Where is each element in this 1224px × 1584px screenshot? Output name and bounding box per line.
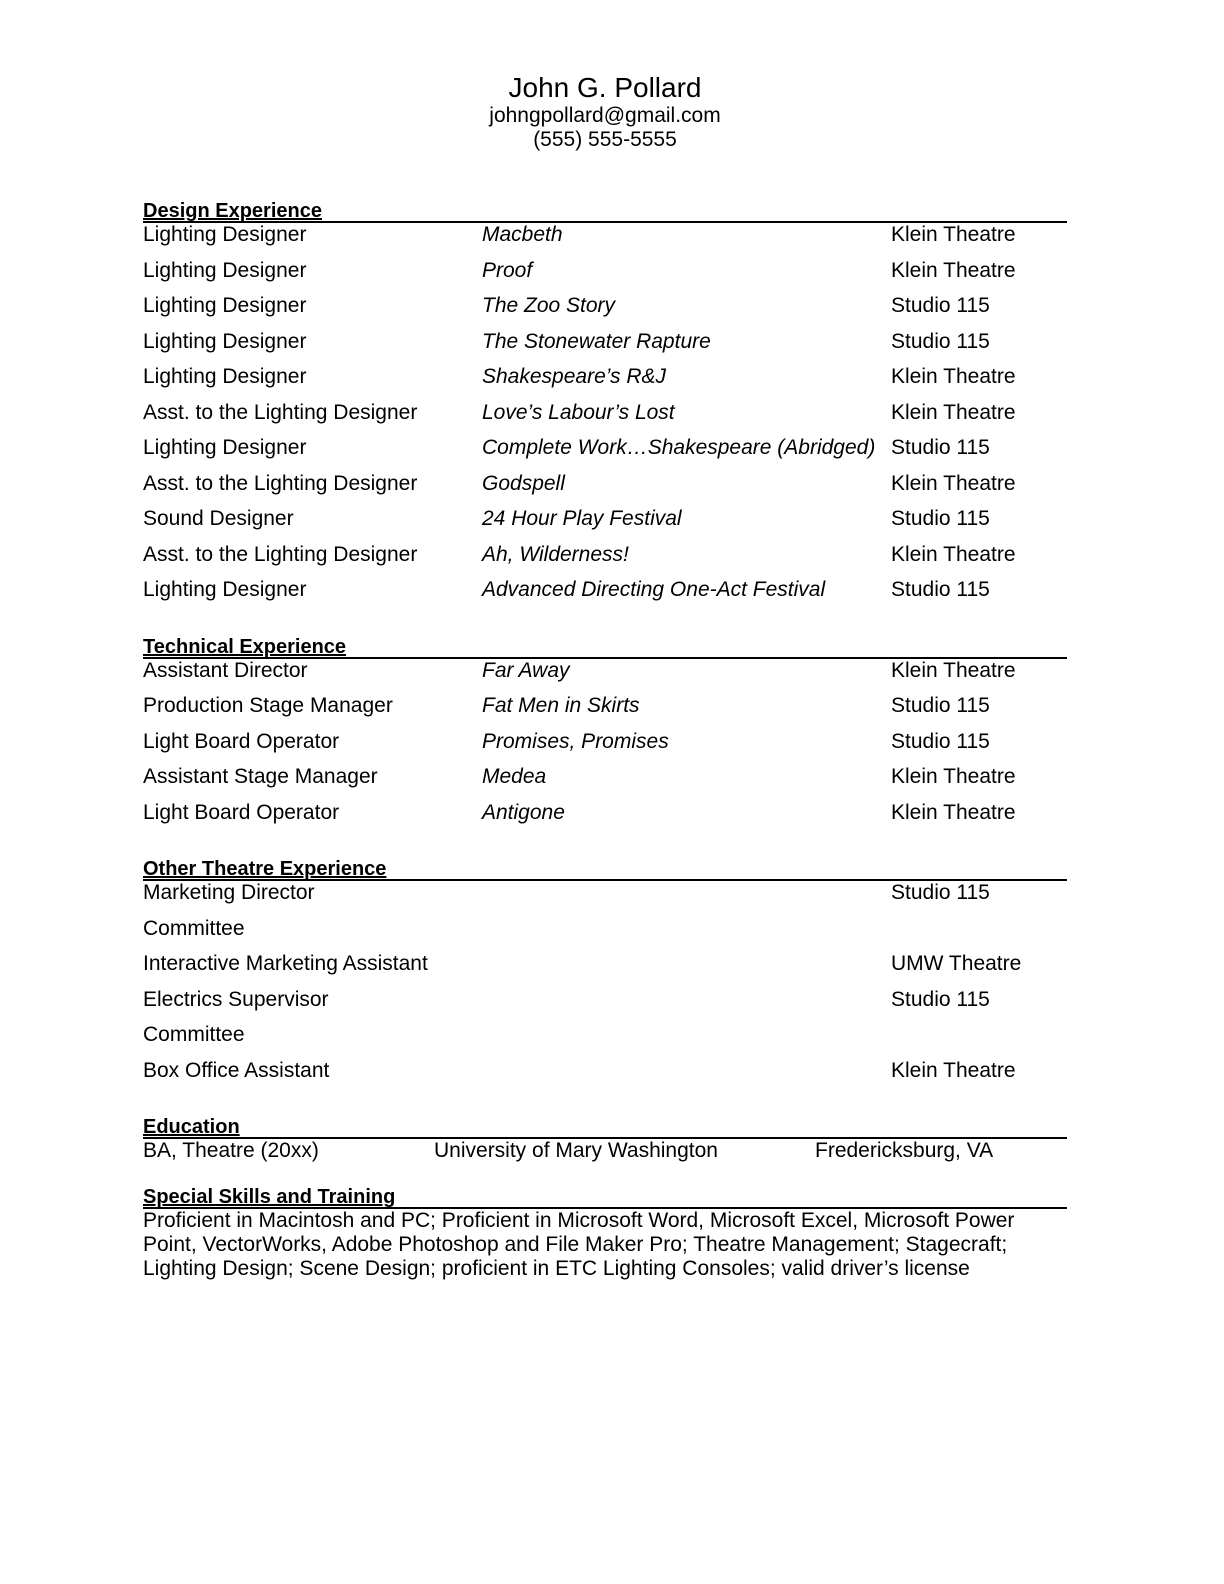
venue: Studio 115 [891, 729, 990, 753]
design-row [143, 472, 1067, 508]
technical-experience-heading: Technical Experience [143, 637, 1067, 659]
venue: Studio 115 [891, 329, 990, 353]
other-row [143, 881, 1067, 917]
design-row [143, 543, 1067, 579]
design-experience-list [143, 223, 1067, 614]
education-row [143, 1139, 1067, 1165]
other-row [143, 1023, 1067, 1059]
show-title: Antigone [482, 800, 565, 824]
design-experience-section [143, 201, 1067, 614]
venue: Studio 115 [891, 436, 990, 459]
venue: Klein Theatre [891, 471, 1016, 495]
design-row [143, 436, 1067, 472]
role: Lighting Designer [143, 223, 307, 246]
degree: BA, Theatre (20xx) [143, 1139, 319, 1162]
design-row [143, 365, 1067, 401]
role: Production Stage Manager [143, 694, 393, 717]
show-title: Godspell [482, 471, 565, 495]
venue: Klein Theatre [891, 658, 1016, 682]
other-experience-heading: Other Theatre Experience [143, 859, 1067, 881]
technical-row [143, 765, 1067, 801]
show-title: Complete Work…Shakespeare (Abridged) [482, 436, 876, 459]
other-row [143, 988, 1067, 1024]
role: Asst. to the Lighting Designer [143, 471, 418, 495]
resume-header [143, 72, 1067, 152]
venue: Klein Theatre [891, 223, 1016, 246]
technical-experience-section [143, 637, 1067, 837]
email-address: johngpollard@gmail.com [489, 104, 721, 127]
role: Box Office Assistant [143, 1058, 330, 1082]
role: Electrics Supervisor [143, 987, 329, 1011]
role: Lighting Designer [143, 365, 307, 388]
venue: Klein Theatre [891, 1058, 1016, 1082]
venue: Studio 115 [891, 987, 990, 1011]
role: Sound Designer [143, 507, 294, 530]
design-row [143, 507, 1067, 543]
design-row [143, 330, 1067, 366]
other-row [143, 917, 1067, 953]
role: Lighting Designer [143, 578, 307, 601]
show-title: Love’s Labour’s Lost [482, 400, 675, 424]
school-location: Fredericksburg, VA [815, 1139, 994, 1162]
role: Light Board Operator [143, 800, 340, 824]
venue: Klein Theatre [891, 542, 1016, 566]
design-experience-heading: Design Experience [143, 201, 1067, 223]
venue: Klein Theatre [891, 800, 1016, 824]
role: Interactive Marketing Assistant [143, 952, 428, 975]
technical-row [143, 659, 1067, 695]
skills-text: Proficient in Macintosh and PC; Proficient in Microsoft Word, Microsoft Excel, Microsoft Power Point, VectorWorks, Adobe Photoshop and File Maker Pro; Theatre Management; Stagecraft; Lighting Design; Scene Design; proficient in ETC Lighting Consoles; valid driver’s license [143, 1209, 1015, 1280]
person-name: John G. Pollard [508, 72, 702, 103]
show-title: Ah, Wilderness! [482, 542, 629, 566]
role: Lighting Designer [143, 329, 307, 353]
role: Lighting Designer [143, 436, 307, 459]
show-title: 24 Hour Play Festival [482, 507, 682, 530]
design-row [143, 259, 1067, 295]
venue: Klein Theatre [891, 765, 1016, 788]
role: Committee [143, 916, 245, 940]
show-title: Advanced Directing One-Act Festival [482, 578, 826, 601]
venue: Klein Theatre [891, 365, 1016, 388]
design-row [143, 294, 1067, 330]
venue: Studio 115 [891, 294, 990, 317]
role: Asst. to the Lighting Designer [143, 400, 418, 424]
skills-section [143, 1187, 1067, 1281]
education-section [143, 1117, 1067, 1165]
technical-row [143, 694, 1067, 730]
show-title: Macbeth [482, 223, 563, 246]
show-title: Far Away [482, 658, 570, 682]
venue: Studio 115 [891, 694, 990, 717]
design-row [143, 401, 1067, 437]
role: Marketing Director [143, 881, 315, 904]
other-experience-list [143, 881, 1067, 1094]
venue: Klein Theatre [891, 400, 1016, 424]
technical-row [143, 801, 1067, 837]
show-title: The Zoo Story [482, 294, 616, 317]
show-title: The Stonewater Rapture [482, 329, 711, 353]
skills-heading: Special Skills and Training [143, 1187, 1067, 1209]
venue: Studio 115 [891, 507, 990, 530]
other-row [143, 1059, 1067, 1095]
show-title: Medea [482, 765, 547, 788]
venue: Klein Theatre [891, 258, 1016, 282]
education-heading: Education [143, 1117, 1067, 1139]
venue: UMW Theatre [891, 952, 1022, 975]
other-row [143, 952, 1067, 988]
technical-experience-list [143, 659, 1067, 837]
role: Lighting Designer [143, 258, 307, 282]
role: Lighting Designer [143, 294, 307, 317]
role: Light Board Operator [143, 729, 340, 753]
other-experience-section [143, 859, 1067, 1094]
show-title: Promises, Promises [482, 729, 669, 753]
role: Assistant Stage Manager [143, 765, 378, 788]
design-row [143, 223, 1067, 259]
venue: Studio 115 [891, 578, 990, 601]
show-title: Shakespeare’s R&J [482, 365, 667, 388]
role: Assistant Director [143, 658, 308, 682]
role: Asst. to the Lighting Designer [143, 542, 418, 566]
show-title: Fat Men in Skirts [482, 694, 640, 717]
role: Committee [143, 1023, 245, 1046]
design-row [143, 578, 1067, 614]
show-title: Proof [482, 258, 533, 282]
school: University of Mary Washington [434, 1139, 718, 1162]
resume-page [143, 72, 1067, 1281]
venue: Studio 115 [891, 881, 990, 904]
technical-row [143, 730, 1067, 766]
phone-number: (555) 555-5555 [533, 128, 677, 151]
